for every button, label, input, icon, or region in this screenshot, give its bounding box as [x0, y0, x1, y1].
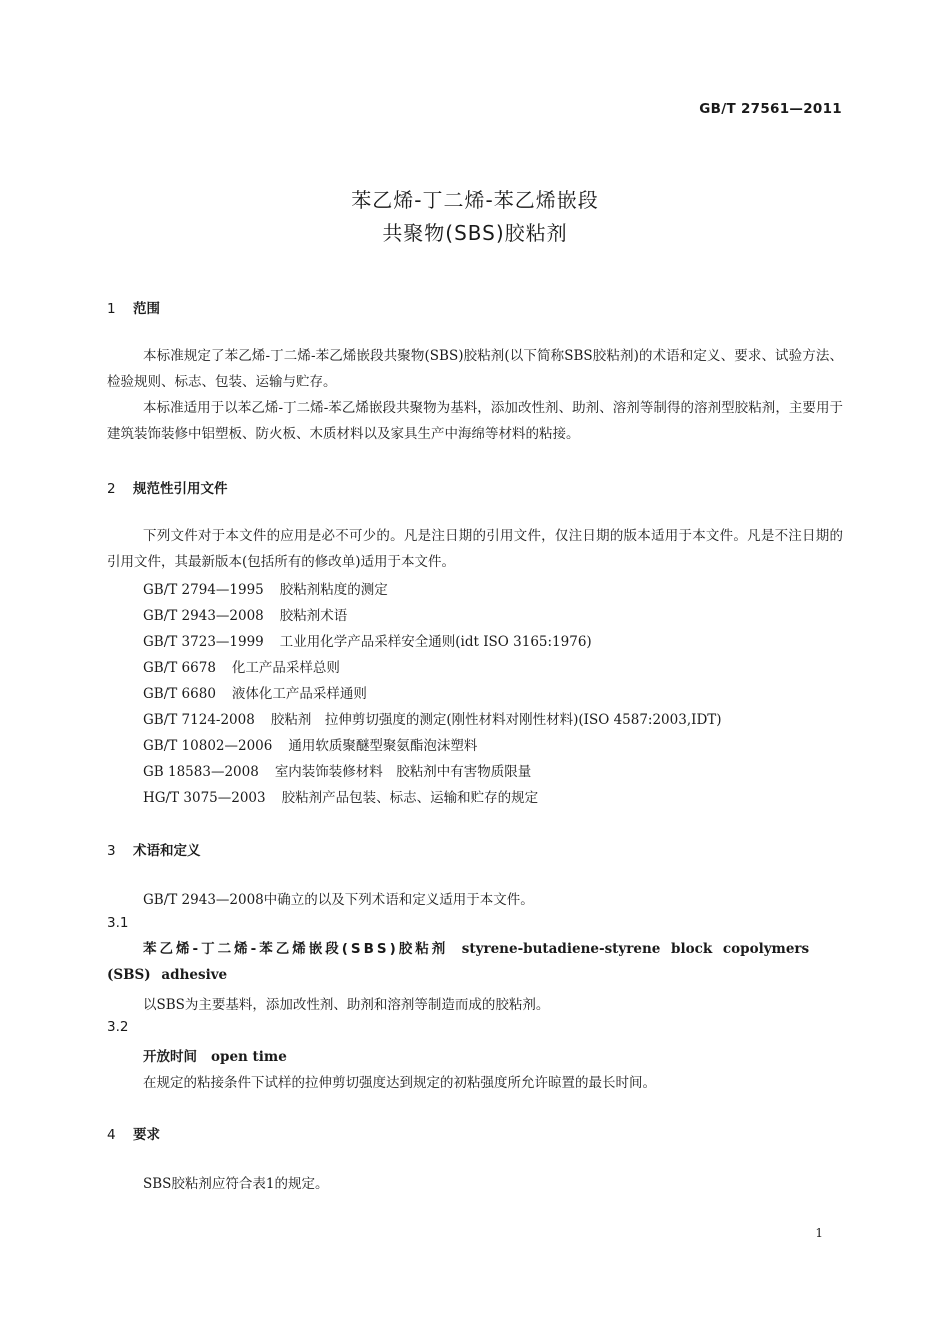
reference-item	[143, 578, 388, 598]
reference-code: GB/T 6678	[143, 660, 216, 676]
section-heading-scope	[107, 297, 160, 317]
term-zh: 开放时间	[143, 1049, 197, 1065]
reference-code: GB 18583—2008	[143, 764, 259, 780]
section-heading-requirements	[107, 1123, 160, 1143]
reference-item	[143, 786, 538, 806]
reference-title: 通用软质聚醚型聚氨酯泡沫塑料	[288, 738, 478, 754]
document-title-line2: 共聚物(SBS)胶粘剂	[382, 221, 568, 245]
reference-title: 液体化工产品采样通则	[231, 686, 367, 702]
section-title: 规范性引用文件	[133, 481, 228, 497]
reference-title: 化工产品采样总则	[231, 660, 340, 676]
standard-code: GB/T 27561—2011	[699, 101, 842, 117]
reference-item	[143, 604, 347, 624]
requirements-paragraph: SBS胶粘剂应符合表1的规定。	[143, 1176, 329, 1192]
reference-item	[143, 630, 592, 650]
term-heading	[143, 1045, 287, 1065]
section-title: 范围	[133, 301, 160, 317]
term-en: styrene-butadiene-styrene block copolymers (SBS) adhesive	[107, 941, 810, 983]
reference-code: HG/T 3075—2003	[143, 790, 266, 806]
document-title-line1: 苯乙烯-丁二烯-苯乙烯嵌段	[351, 188, 599, 212]
reference-code: GB/T 3723—1999	[143, 634, 264, 650]
section-number: 2	[107, 481, 116, 497]
page-number: 1	[815, 1226, 823, 1240]
reference-title: 室内装饰装修材料 胶粘剂中有害物质限量	[274, 764, 532, 780]
scope-paragraph-1: 本标准规定了苯乙烯-丁二烯-苯乙烯嵌段共聚物(SBS)胶粘剂(以下简称SBS胶粘剂)的术语和定义、要求、试验方法、检验规则、标志、包装、运输与贮存。	[107, 348, 843, 390]
section-title: 要求	[133, 1127, 160, 1143]
reference-code: GB/T 2794—1995	[143, 582, 264, 598]
term-number: 3.2	[107, 1019, 129, 1035]
reference-code: GB/T 10802—2006	[143, 738, 273, 754]
reference-title: 胶粘剂术语	[279, 608, 348, 624]
section-title: 术语和定义	[133, 843, 201, 859]
term-number: 3.1	[107, 915, 129, 931]
term-definition: 在规定的粘接条件下试样的拉伸剪切强度达到规定的初粘强度所允许晾置的最长时间。	[143, 1075, 656, 1091]
section-number: 4	[107, 1127, 116, 1143]
reference-title: 工业用化学产品采样安全通则(idt ISO 3165:1976)	[279, 634, 592, 650]
reference-code: GB/T 6680	[143, 686, 216, 702]
reference-code: GB/T 2943—2008	[143, 608, 264, 624]
reference-item	[143, 760, 531, 780]
section-number: 1	[107, 301, 116, 317]
reference-title: 胶粘剂产品包装、标志、运输和贮存的规定	[281, 790, 539, 806]
reference-item	[143, 734, 477, 754]
reference-item	[143, 682, 367, 702]
reference-code: GB/T 7124-2008	[143, 712, 255, 728]
reference-title: 胶粘剂粘度的测定	[279, 582, 388, 598]
term-en: open time	[211, 1049, 287, 1065]
terms-intro: GB/T 2943—2008中确立的以及下列术语和定义适用于本文件。	[143, 892, 534, 908]
section-number: 3	[107, 843, 116, 859]
reference-title: 胶粘剂 拉伸剪切强度的测定(刚性材料对刚性材料)(ISO 4587:2003,IDT)	[270, 712, 722, 728]
term-definition: 以SBS为主要基料，添加改性剂、助剂和溶剂等制造而成的胶粘剂。	[143, 997, 550, 1013]
section-heading-terms-definitions	[107, 839, 201, 859]
term-zh: 苯乙烯-丁二烯-苯乙烯嵌段(SBS)胶粘剂	[143, 941, 449, 957]
references-intro-paragraph: 下列文件对于本文件的应用是必不可少的。凡是注日期的引用文件，仅注日期的版本适用于本文件。凡是不注日期的引用文件，其最新版本(包括所有的修改单)适用于本文件。	[107, 528, 843, 570]
reference-item	[143, 708, 722, 728]
term-heading	[107, 936, 843, 988]
section-heading-normative-references	[107, 477, 228, 497]
scope-paragraph-2: 本标准适用于以苯乙烯-丁二烯-苯乙烯嵌段共聚物为基料，添加改性剂、助剂、溶剂等制得的溶剂型胶粘剂，主要用于建筑装饰装修中铝塑板、防火板、木质材料以及家具生产中海绵等材料的粘接。	[107, 400, 843, 442]
reference-item	[143, 656, 340, 676]
